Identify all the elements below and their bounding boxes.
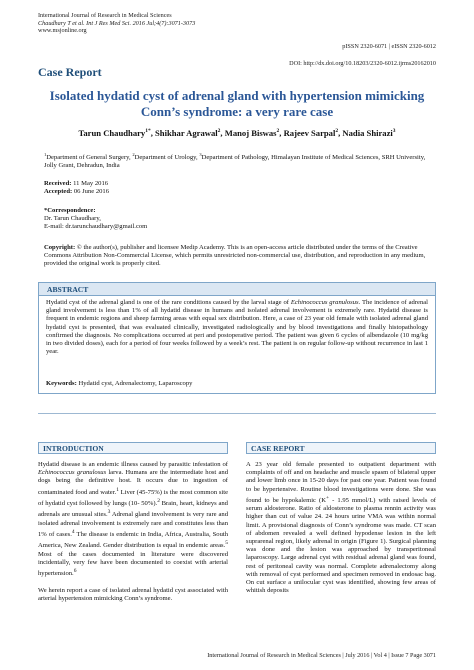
case-paragraph-1 [246, 461, 436, 595]
title-line-1: Isolated hydatid cyst of adrenal gland with hypertension mimicking [49, 88, 425, 103]
affil-text: Department of Urology, [134, 154, 200, 162]
ref-sup[interactable]: 5 [225, 540, 228, 547]
text-run: Liver (45-75%) is the most common site of hydatid cyst followed by lungs (10- 50%). [38, 488, 228, 508]
correspondence-email[interactable]: E-mail: dr.tarunchaudhary@gmail.com [44, 223, 148, 231]
keywords-text: Hydatid cyst, Adrenalectomy, Laparoscopy [78, 380, 193, 387]
affil-sup: 3 [199, 152, 202, 157]
author-name: Nadia Shirazi [342, 128, 393, 138]
abstract-text [46, 299, 428, 356]
keywords-label: Keywords: [46, 380, 77, 387]
article-dates [44, 180, 109, 196]
accepted-label: Accepted: [44, 188, 73, 196]
page-footer: International Journal of Research in Medical Sciences | July 2016 | Vol 4 | Issue 7 Page 3071 [207, 652, 436, 659]
potassium-sup: + [325, 494, 330, 501]
author-sup: 2 [217, 128, 221, 135]
intro-heading: INTRODUCTION [43, 444, 104, 453]
intro-paragraph-2: We herein report a case of isolated adrenal hydatid cyst associated with arterial hypertension mimicking Conn’s syndrome. [38, 586, 228, 602]
copyright-label: Copyright: [44, 244, 76, 251]
author-sup: 2 [276, 128, 280, 135]
text-run: The disease is endemic in India, Africa, Australia, South America, New Zealand. Gender distribution is equal in endemic areas. [38, 531, 228, 550]
affiliations [44, 151, 434, 171]
text-run: Most of the cases documented in literature were discovered incidentally, very few have been documented to coexist with arterial hypertension. [38, 550, 228, 578]
article-title [40, 88, 434, 119]
ref-sup[interactable]: 1 [116, 486, 119, 493]
case-column [246, 461, 436, 603]
correspondence [44, 207, 147, 232]
case-heading-bar [246, 442, 436, 454]
intro-column [38, 461, 228, 611]
affil-text: Department of Pathology, Himalayan Institute of Medical Sciences, SRH University, Jolly Grant, Dehradun, India [44, 154, 426, 170]
author-sup: 2 [335, 128, 339, 135]
journal-name: International Journal of Research in Medical Sciences [38, 12, 172, 19]
affil-sup: 1 [44, 152, 47, 157]
text-run: - 1.95 mmol/L) with raised levels of serum aldosterone. Ratio of aldosterone to plasma rennin activity was higher than cut of value 24. 24 hours urine VMA was within normal limit. A provisional diagnosis of Conn’s syndrome was made. CT scan of abdomen revealed a well defined hypodense lesion in the left suprarenal region, likely adrenal in origin (Figure 1). Surgical planning was done and the lesion was approached by transperitoneal laparoscopy. Large adrenal cyst with residual adrenal gland was found, rest of peritoneal cavity was normal. Complete adrenalectomy along with removal of cyst performed and specimen removed in endosac bag. On cut surface a unilocular cyst was identified, showing few areas of whitish deposits [246, 497, 436, 595]
ref-sup[interactable]: 2 [157, 498, 160, 504]
affil-text: Department of General Surgery, [46, 154, 133, 162]
intro-paragraph-1 [38, 461, 228, 579]
title-line-2: Conn’s syndrome: a very rare case [140, 103, 334, 119]
text-run: Brain, heart, kidneys and adrenals are unusual sites. [38, 500, 228, 519]
text-run: larva. Humans are the intermediate host and dogs being the definitive host. It occurs due to ingestion of contaminated food and water. [38, 469, 228, 496]
case-heading: CASE REPORT [251, 444, 305, 453]
abstract-part: . The incidence of adrenal gland involvement is less than 1% of all hydatid disease in humans and isolated adrenal involvement is extremely rare. Hydatid disease is frequent in endemic regions and sheep farming areas with equal sex distribution. Here, a case of 23 year old female with isolated adrenal gland hydatid cyst is presented, that was evaluated clinically, investigated radiologically and by blood investigations and finally histopathology confirmed the diagnosis. No complications occurred at peri and postoperative period. The patient was given 6 cycles of albendazole (10 mg/kg in two divided doses), each for a period of four weeks followed by a week’s rest. The patient is on regular follow-up without recurrence in last 1 year. [46, 299, 428, 356]
journal-header [38, 12, 195, 35]
correspondence-label: *Correspondence: [44, 207, 96, 214]
issn: pISSN 2320-6071 | eISSN 2320-6012 [342, 43, 436, 50]
intro-heading-bar [38, 442, 228, 454]
citation: Chaudhary T et al. Int J Res Med Sci. 2016 Jul;4(7):3071-3073 [38, 19, 196, 27]
accepted-date: 06 June 2016 [73, 188, 110, 196]
ref-sup[interactable]: 4 [71, 528, 75, 535]
text-run: Hydatid disease is an endemic illness caused by parasitic infestation of [38, 461, 228, 468]
article-type: Case Report [38, 65, 102, 79]
author-name: Tarun Chaudhary [78, 128, 146, 138]
author-list: Tarun Chaudhary$^{1*}$, Shikhar Agrawal$^2$, Manoj Biswas$^2$, Rajeev Sarpal$^2$, Nadia Shirazi$^3$ [78, 128, 396, 138]
received-label: Received: [44, 180, 72, 187]
abstract-part: Hydatid cyst of the adrenal gland is one of the rare conditions caused by the larval stage of [46, 299, 291, 306]
doi-link[interactable]: DOI: http://dx.doi.org/10.18203/2320-6012.ijrms20162010 [289, 60, 436, 67]
abstract-heading: ABSTRACT [38, 282, 436, 296]
species-name: Echinococcus granulosus [290, 299, 359, 306]
section-divider [38, 413, 436, 414]
ref-sup[interactable]: 6 [73, 568, 77, 575]
author-name: Manoj Biswas [224, 128, 277, 138]
journal-website[interactable]: www.msjonline.org [38, 27, 87, 35]
keywords [46, 380, 428, 387]
author-name: Shikhar Agrawal [155, 128, 218, 138]
species-name: Echinococcus granulosus [38, 469, 107, 477]
received-date: 11 May 2016 [73, 180, 109, 187]
author-sup: 1* [145, 128, 151, 135]
affil-sup: 2 [132, 152, 135, 157]
author-name: Rajeev Sarpal [283, 128, 336, 138]
ref-sup[interactable]: 3 [107, 509, 111, 516]
text-run: Adrenal gland involvement is very rare and isolated adrenal involvement is extremely rare and constitutes less than 1% of cases. [38, 511, 228, 539]
correspondence-name: Dr. Tarun Chaudhary, [44, 215, 101, 223]
text-run: A 23 year old female presented to outpatient department with complaints of off and on headache and muscle spasm of bilateral upper and lower limb once in 15-20 days for past one year. Patient was found to be hypertensive. Routine blood investigations were done. She was found to be hypokalemic (K [246, 461, 436, 504]
copyright [44, 244, 434, 269]
copyright-text: © the author(s), publisher and licensee Medip Academy. This is an open-access article distributed under the terms of the Creative Commons Attribution Non-Commercial License, which permits unrestricted non-commercial use, distribution, and reproduction in any medium, provided the original work is properly cited. [44, 244, 426, 268]
author-sup: 3 [392, 128, 396, 135]
